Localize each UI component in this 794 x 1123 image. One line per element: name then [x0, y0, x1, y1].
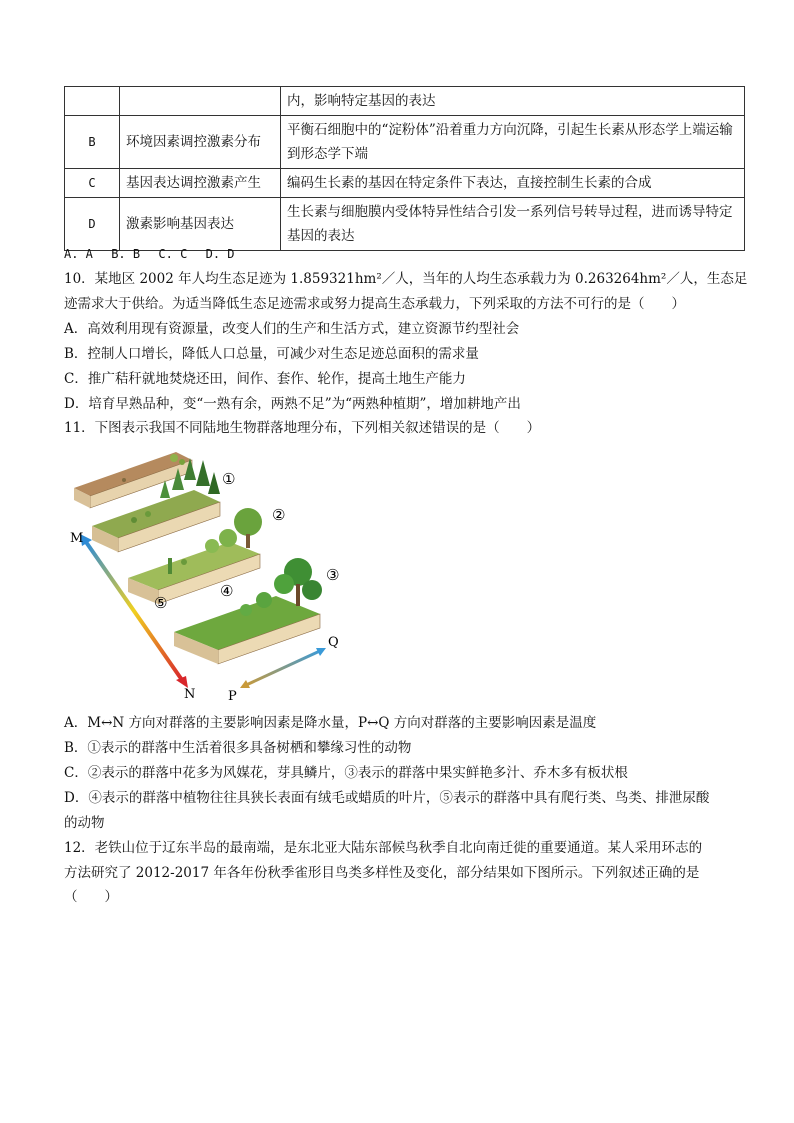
q11-option-d: D．④表示的群落中植物往往具狭长表面有绒毛或蜡质的叶片，⑤表示的群落中具有爬行类、鸟类、排泄尿酸	[64, 790, 710, 806]
q12-stem-line1: 12．老铁山位于辽东半岛的最南端，是东北亚大陆东部候鸟秋季自北向南迁徙的重要通道。某人采用环志的	[64, 840, 703, 856]
q11-option-c: C．②表示的群落中花多为风媒花，芽具鳞片，③表示的群落中果实鲜艳多汁、乔木多有板状根	[64, 765, 628, 781]
answer-choice: B. B	[111, 247, 141, 261]
q9-options-table	[64, 86, 745, 251]
q9-answer-choices	[64, 244, 249, 264]
option-factor-cell	[120, 87, 281, 116]
option-letter-cell	[65, 87, 120, 116]
n-label: N	[184, 687, 196, 700]
option-description-cell: 编码生长素的基因在特定条件下表达，直接控制生长素的合成	[281, 169, 745, 198]
q10-stem-line1: 10．某地区 2002 年人均生态足迹为 1.859321hm²／人，当年的人均生态承载力为 0.263264hm²／人，生态足	[64, 271, 748, 287]
table-row	[65, 116, 745, 169]
option-letter-cell: C	[65, 169, 120, 198]
option-description-cell: 生长素与细胞膜内受体特异性结合引发一系列信号转导过程，进而诱导特定基因的表达	[281, 198, 745, 251]
m-label: M	[70, 531, 84, 546]
q10-option-d: D．培育早熟品种，变“一熟有余，两熟不足”为“两熟种植期”，增加耕地产出	[64, 396, 521, 412]
q11-option-a: A．M↔N 方向对群落的主要影响因素是降水量，P↔Q 方向对群落的主要影响因素是温度	[64, 715, 597, 731]
m-n-gradient-arrow	[80, 534, 188, 688]
p-q-gradient-arrow	[240, 648, 326, 688]
option-letter-cell: B	[65, 116, 120, 169]
q12-stem-line3: （ ）	[64, 889, 118, 905]
option-letter-cell: D	[65, 198, 120, 251]
circle-label-2: ②	[272, 506, 286, 524]
q10-option-a: A．高效利用现有资源量，改变人们的生产和生活方式，建立资源节约型社会	[64, 321, 520, 337]
answer-choice: C. C	[158, 247, 188, 261]
circle-label-5: ⑤	[154, 594, 168, 612]
q-label: Q	[328, 635, 339, 650]
answer-choice: D. D	[205, 247, 235, 261]
biome-distribution-figure	[64, 450, 354, 700]
q10-stem-line2: 迹需求大于供给。为适当降低生态足迹需求或努力提高生态承载力，下列采取的方法不可行的是（ ）	[64, 296, 685, 312]
table-row	[65, 87, 745, 116]
q12-stem-line2: 方法研究了 2012-2017 年各年份秋季雀形目鸟类多样性及变化，部分结果如下图所示。下列叙述正确的是	[64, 865, 700, 881]
circle-label-3: ③	[326, 566, 340, 584]
q11-stem: 11．下图表示我国不同陆地生物群落地理分布，下列相关叙述错误的是（ ）	[64, 420, 541, 436]
circle-label-1: ①	[222, 470, 236, 488]
option-description-cell: 内，影响特定基因的表达	[281, 87, 745, 116]
option-factor-cell: 基因表达调控激素产生	[120, 169, 281, 198]
q11-option-d-continued: 的动物	[64, 815, 105, 831]
p-label: P	[228, 689, 237, 700]
q10-option-b: B．控制人口增长，降低人口总量，可减少对生态足迹总面积的需求量	[64, 346, 479, 362]
option-factor-cell: 激素影响基因表达	[120, 198, 281, 251]
option-description-cell: 平衡石细胞中的“淀粉体”沿着重力方向沉降，引起生长素从形态学上端运输到形态学下端	[281, 116, 745, 169]
table-row	[65, 198, 745, 251]
table-row	[65, 169, 745, 198]
circle-label-4: ④	[220, 582, 234, 600]
q10-option-c: C．推广秸秆就地焚烧还田，间作、套作、轮作，提高土地生产能力	[64, 371, 466, 387]
option-factor-cell: 环境因素调控激素分布	[120, 116, 281, 169]
q11-option-b: B．①表示的群落中生活着很多具备树栖和攀缘习性的动物	[64, 740, 412, 756]
answer-choice: A. A	[64, 247, 93, 261]
